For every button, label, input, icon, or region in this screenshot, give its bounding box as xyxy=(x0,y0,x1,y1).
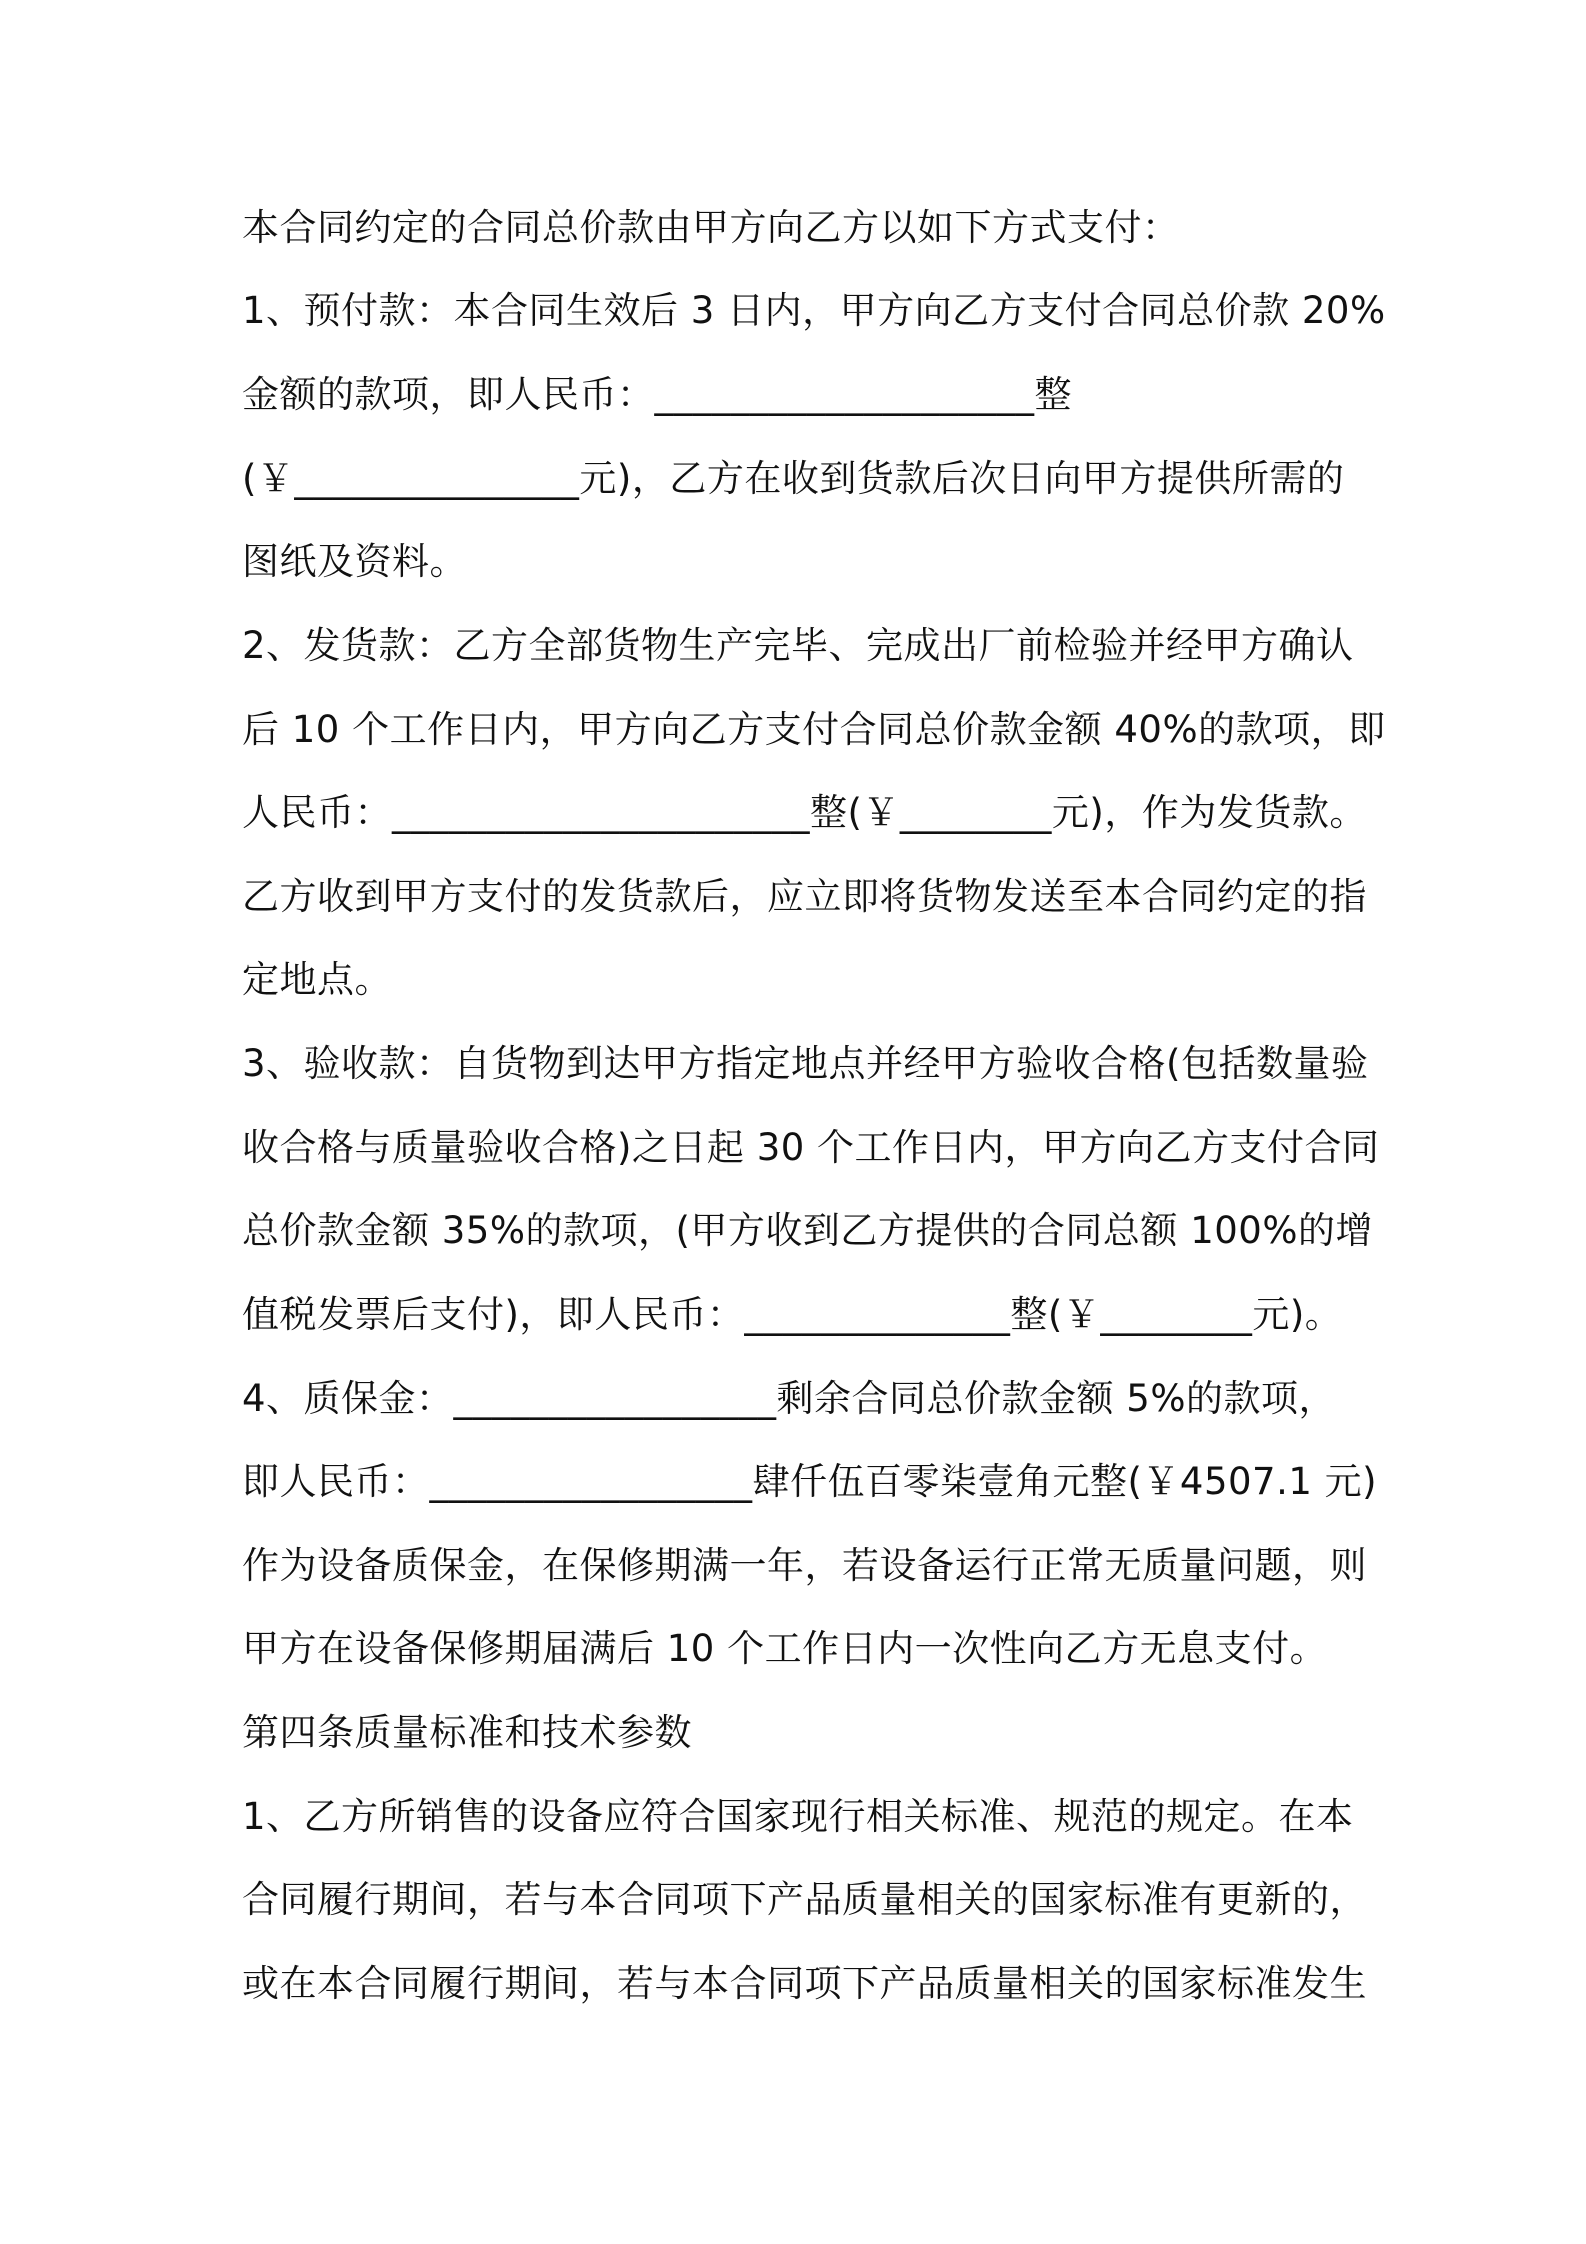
text-line: 图纸及资料。 xyxy=(242,540,467,583)
text-line: 乙方收到甲方支付的发货款后，应立即将货物发送至本合同约定的指 xyxy=(242,875,1367,918)
text-line: 人民币：______________________整(￥________元)，作为发货款。 xyxy=(242,791,1367,834)
text-line: 合同履行期间，若与本合同项下产品质量相关的国家标准有更新的， xyxy=(242,1878,1367,1921)
text-line: 定地点。 xyxy=(242,958,392,1001)
text-line: 收合格与质量验收合格)之日起 30 个工作日内，甲方向乙方支付合同 xyxy=(242,1126,1380,1169)
text-line: 本合同约定的合同总价款由甲方向乙方以如下方式支付： xyxy=(242,206,1180,249)
text-line: 总价款金额 35%的款项，(甲方收到乙方提供的合同总额 100%的增 xyxy=(242,1209,1373,1252)
text-line: 2、发货款：乙方全部货物生产完毕、完成出厂前检验并经甲方确认 xyxy=(242,624,1354,667)
text-line: 甲方在设备保修期届满后 10 个工作日内一次性向乙方无息支付。 xyxy=(242,1627,1328,1670)
text-line: 即人民币：_________________肆仟伍百零柒壹角元整(￥4507.1 元) xyxy=(242,1460,1378,1503)
text-line: 3、验收款：自货物到达甲方指定地点并经甲方验收合格(包括数量验 xyxy=(242,1042,1369,1085)
text-line: 后 10 个工作日内，甲方向乙方支付合同总价款金额 40%的款项，即 xyxy=(242,708,1386,751)
text-line: 1、预付款：本合同生效后 3 日内，甲方向乙方支付合同总价款 20% xyxy=(242,289,1386,332)
text-line: 1、乙方所销售的设备应符合国家现行相关标准、规范的规定。在本 xyxy=(242,1795,1354,1838)
text-line: (￥_______________元)，乙方在收到货款后次日向甲方提供所需的 xyxy=(242,457,1345,500)
text-line: 4、质保金：_________________剩余合同总价款金额 5%的款项， xyxy=(242,1377,1336,1420)
text-line: 或在本合同履行期间，若与本合同项下产品质量相关的国家标准发生 xyxy=(242,1962,1367,2005)
text-line: 值税发票后支付)，即人民币：______________整(￥________元)。 xyxy=(242,1293,1343,1336)
section-heading: 第四条质量标准和技术参数 xyxy=(242,1711,692,1754)
text-line: 作为设备质保金，在保修期满一年，若设备运行正常无质量问题，则 xyxy=(242,1544,1367,1587)
text-line: 金额的款项，即人民币：____________________整 xyxy=(242,373,1072,416)
